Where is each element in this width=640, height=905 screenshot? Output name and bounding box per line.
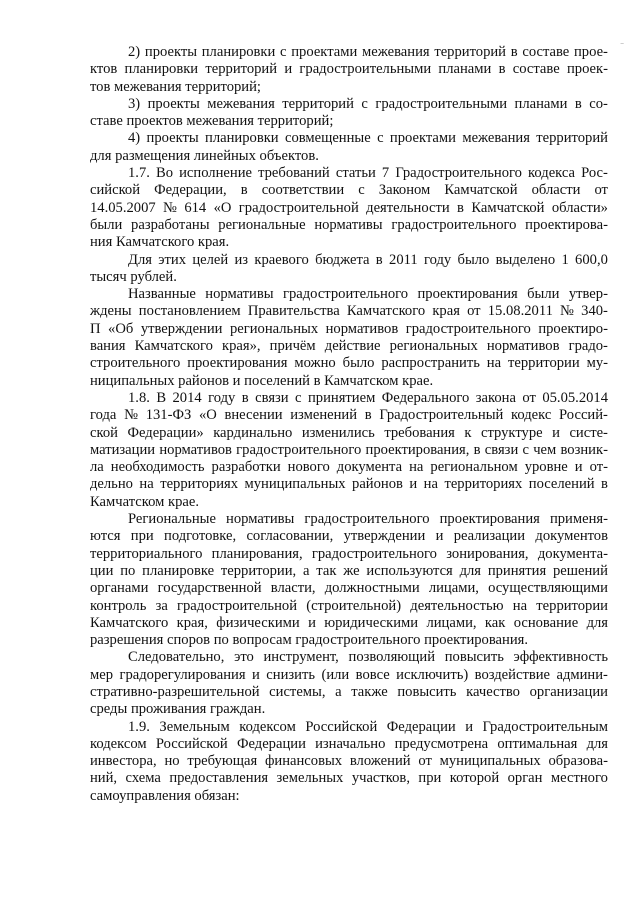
paragraph <box>90 130 608 165</box>
text-line: строительного проектирования можно было распространить на территории му- <box>90 355 608 372</box>
text-line: Названные нормативы градостроительного проектирования были утвер- <box>128 286 608 303</box>
text-line: среды проживания граждан. <box>90 701 266 718</box>
text-line: ний, схема предоставления земельных участков, при которой орган местного <box>90 770 608 787</box>
paragraph <box>90 649 608 718</box>
paragraph <box>90 44 608 96</box>
text-line: разрешения споров по вопросам градостроительного проектирования. <box>90 632 528 649</box>
text-line: ниципальных районов и поселений в Камчатском крае. <box>90 372 434 389</box>
text-line: кодексом Российской Федерации изначально предусмотрена оптимальная для <box>90 735 608 752</box>
text-line: 2) проекты планировки с проектами межевания территорий в составе прое- <box>128 44 608 60</box>
text-line: Для этих целей из краевого бюджета в 2011 году было выделено 1 600,0 <box>128 251 608 268</box>
text-line: территориального планирования, градостроительного зонирования, документа- <box>90 545 608 562</box>
text-line: ждены постановлением Правительства Камчатского края от 15.08.2011 № 340- <box>90 303 608 320</box>
margin-mark: ⁻ <box>620 40 625 49</box>
text-line: 1.7. Во исполнение требований статьи 7 Градостроительного кодекса Рос- <box>128 165 608 182</box>
text-line: ния Камчатского края. <box>90 234 230 251</box>
text-line: матизации нормативов градостроительного проектирования, в связи с чем возник- <box>90 441 608 458</box>
text-line: органами государственной власти, должностными лицами, осуществляющими <box>90 580 608 597</box>
text-line: Региональные нормативы градостроительного проектирования применя- <box>128 511 608 528</box>
text-line: ла необходимость разработки нового документа на региональном уровне и от- <box>90 459 608 476</box>
text-line: самоуправления обязан: <box>90 787 240 804</box>
document-body <box>90 44 608 805</box>
text-line: ской Федерации» кардинально изменились требования к структуре и систе- <box>90 424 608 441</box>
text-line: ставе проектов межевания территорий; <box>90 113 334 130</box>
text-line: мер градорегулирования и снизить (или вовсе исключить) воздействие админи- <box>90 666 608 683</box>
text-line: тов межевания территорий; <box>90 78 261 95</box>
text-line: 1.9. Земельным кодексом Российской Федерации и Градостроительным <box>128 718 608 735</box>
paragraph <box>90 390 608 511</box>
text-line: ктов планировки территорий и градостроительными планами в составе проек- <box>90 61 608 78</box>
text-line: года № 131-ФЗ «О внесении изменений в Градостроительный кодекс Россий- <box>90 407 608 424</box>
text-line: стративно-разрешительной системы, а также повысить качество организации <box>90 683 608 700</box>
text-line: инвестора, но требующая финансовых вложений от муниципальных образова- <box>90 753 608 770</box>
text-line: были разработаны региональные нормативы градостроительного проектирова- <box>90 216 608 233</box>
text-line: 3) проекты межевания территорий с градостроительными планами в со- <box>128 95 608 112</box>
text-line: 14.05.2007 № 614 «О градостроительной деятельности в Камчатской области» <box>90 199 608 216</box>
text-line: 1.8. В 2014 году в связи с принятием Федерального закона от 05.05.2014 <box>128 389 608 406</box>
text-line: для размещения линейных объектов. <box>90 147 319 164</box>
text-line: Камчатском крае. <box>90 493 199 510</box>
text-line: Следовательно, это инструмент, позволяющий повысить эффективность <box>128 649 608 666</box>
text-line: контроль за градостроительной (строительной) деятельностью на территории <box>90 597 608 614</box>
text-line: П «Об утверждении региональных нормативов градостроительного проектиро- <box>90 320 608 337</box>
text-line: сийской Федерации, в соответствии с Законом Камчатской области от <box>90 182 608 199</box>
text-line: 4) проекты планировки совмещенные с проектами межевания территорий <box>128 130 608 147</box>
text-line: ются при подготовке, согласовании, утверждении и реализации документов <box>90 528 608 545</box>
text-line: ции по планировке территории, а так же используются для принятия решений <box>90 562 608 579</box>
paragraph <box>90 96 608 131</box>
text-line: Камчатского края, физическими и юридическими лицами, как основание для <box>90 614 608 631</box>
paragraph <box>90 719 608 805</box>
text-line: тысяч рублей. <box>90 268 177 285</box>
text-line: дельно на территориях муниципальных районов и на территориях поселений в <box>90 476 608 493</box>
paragraph <box>90 511 608 649</box>
text-line: вания Камчатского края», причём действие региональных нормативов градо- <box>90 338 608 355</box>
paragraph <box>90 286 608 390</box>
paragraph <box>90 165 608 251</box>
paragraph <box>90 252 608 287</box>
